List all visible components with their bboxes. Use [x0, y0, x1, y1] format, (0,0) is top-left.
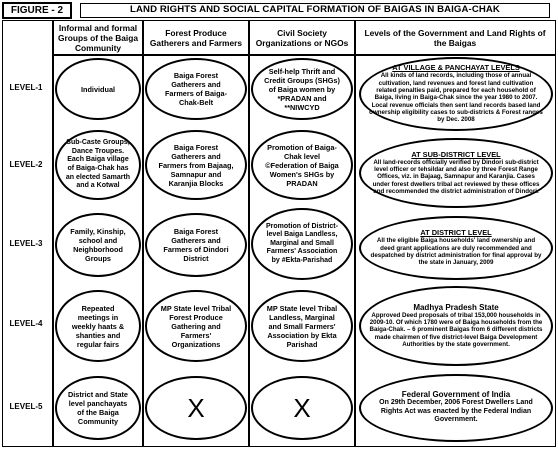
level-label-2: LEVEL-2: [9, 160, 43, 169]
node-empty-col2: [145, 376, 247, 440]
node-subcaste-groups: [55, 130, 141, 200]
node-label: MP State level Tribal Landless, Marginal and Small Farmers' Association by Ekta Parishad: [266, 303, 338, 349]
node-label: Repeated meetings in weekly haats & shanties and regular fairs: [71, 303, 125, 349]
divider-levels: [52, 20, 54, 447]
node-heading: Federal Government of India: [401, 390, 511, 400]
node-body: All land-records officially verified by Dindori sub-district level officer or tehsildar and also by three Forest Range Offices, viz. in Bajaag, Samnapur and Karanjia. Cases under forest dwellers tribal act reviewed by these offices and recommended the district administration of Dindori.: [372, 158, 540, 195]
column-header-gatherers: Forest Produce Gatherers and Farmers: [149, 27, 243, 48]
node-state-farmers: [251, 290, 353, 362]
node-weekly-meetings: [55, 290, 141, 362]
node-heading: Madhya Pradesh State: [413, 302, 499, 312]
diagram-title: LAND RIGHTS AND SOCIAL CAPITAL FORMATION OF BAIGAS IN BAIGA-CHAK: [80, 3, 550, 18]
node-body: All the eligible Baiga households' land ownership and deed grant applications are duly recommended and despatched by district administration for final approval by the state in January, 2009: [370, 237, 542, 267]
node-state-tribal-org: [145, 290, 247, 362]
level-label-3: LEVEL-3: [9, 239, 43, 248]
level-label-5: LEVEL-5: [9, 402, 43, 411]
node-gatherers-district: [145, 213, 247, 277]
node-body: All kinds of land records, including those of annual cultivation, land revenues and forest land cultivation related penalties paid, prepared for each household of Baiga, living in Baiga-Chak since the year 1980 to 2007. Local revenue officials then sent land records based land ownership eligibility cases to sub-districts & Forest ranges by Dec. 2008: [369, 72, 543, 124]
level-label-4: LEVEL-4: [9, 319, 43, 328]
node-body: On 29th December, 2006 Forest Dwellers Land Rights Act was enacted by the Federal Indian Government.: [379, 399, 533, 424]
node-heading: AT VILLAGE & PANCHAYAT LEVELS: [392, 63, 520, 73]
x-mark: X: [293, 393, 311, 423]
figure-label: FIGURE - 2: [2, 2, 72, 19]
column-header-ngos: Civil Society Organizations or NGOs: [255, 27, 349, 48]
x-mark: X: [187, 393, 205, 423]
divider-col2: [248, 20, 250, 447]
node-individual: [55, 58, 141, 120]
node-heading: AT DISTRICT LEVEL: [420, 228, 492, 238]
node-label: Family, Kinship, school and Neighborhood Groups: [70, 227, 126, 263]
node-label: Promotion of Baiga-Chak level ©Federation of Baiga Women's SHGs by PRADAN: [265, 142, 339, 188]
node-district-farmers: [251, 208, 353, 280]
node-shg-federation: [251, 130, 353, 200]
node-district: [359, 216, 553, 280]
node-mp-state: [359, 286, 553, 366]
column-header-groups: Informal and formal Groups of the Baiga Community: [57, 22, 139, 53]
node-gatherers-belt: [145, 58, 247, 120]
node-label: Sub-Caste Groups, Dance Troupes. Each Baiga village of Baiga-Chak has an elected Samarth and a Kotwal: [65, 139, 131, 190]
column-header-government: Levels of the Government and Land Rights of the Baigas: [364, 27, 546, 48]
divider-col1: [142, 20, 144, 447]
node-label: Baiga Forest Gatherers and Farmers of Baiga-Chak-Belt: [164, 71, 228, 107]
level-label-1: LEVEL-1: [9, 83, 43, 92]
node-label: Self-help Thrift and Credit Groups (SHGs) of Baiga women by *PRADAN and **NIWCYD: [264, 66, 340, 112]
node-shg: [251, 58, 353, 120]
node-gatherers-blocks: [145, 130, 247, 200]
node-federal-government: [359, 374, 553, 442]
node-sub-district: [359, 138, 553, 208]
node-body: Approved Deed proposals of tribal 153,000 households in 2009-10. Of which 1780 were of Baiga households from the Baiga-Chak. – 6 prominent Baigas from 6 different districts made chairmen of five district-level Baiga Development Authorities by the state government.: [369, 311, 543, 348]
node-panchayats: [55, 376, 141, 440]
node-label: District and State level panchayats of the Baiga Community: [67, 390, 128, 426]
node-heading: AT SUB-DISTRICT LEVEL: [411, 149, 501, 159]
header-divider: [52, 54, 556, 56]
divider-col3: [354, 20, 356, 447]
node-empty-col3: [251, 376, 353, 440]
node-village-panchayat: [359, 57, 553, 131]
node-label: Baiga Forest Gatherers and Farmers of Dindori District: [163, 227, 229, 263]
node-label: MP State level Tribal Forest Produce Gathering and Farmers' Organizations: [160, 303, 232, 349]
node-label: Baiga Forest Gatherers and Farmers from Bajaag, Samnapur and Karanjia Blocks: [158, 142, 234, 188]
node-label: Promotion of District-level Baiga Landless, Marginal and Small Farmers' Association by #Ekta-Parishad: [266, 222, 338, 264]
node-label: Individual: [80, 84, 116, 94]
node-family-kinship: [55, 213, 141, 277]
